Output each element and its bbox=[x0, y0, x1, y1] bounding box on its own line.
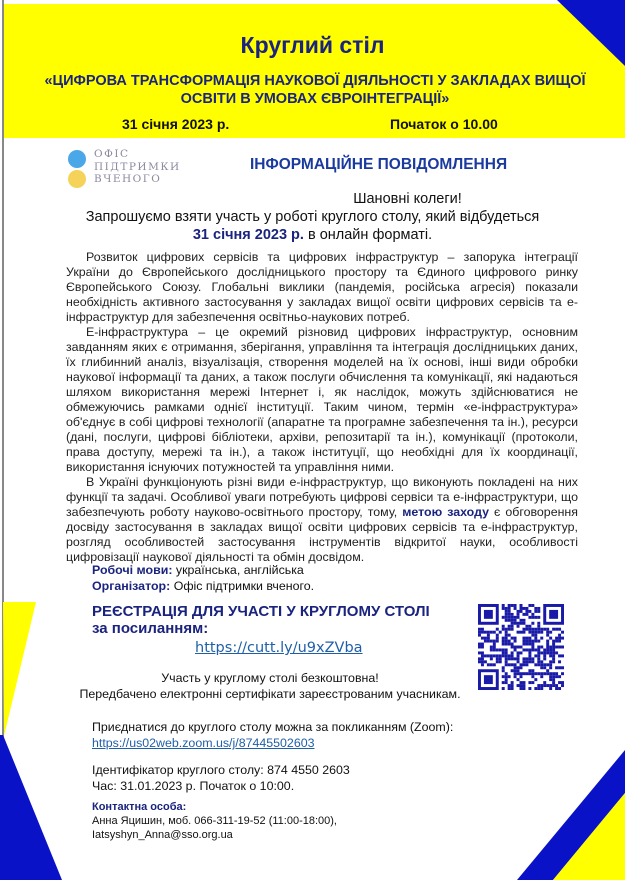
greeting-line-2: Запрошуємо взяти участь у роботі круглого столу, який відбудеться bbox=[85, 209, 540, 225]
logo-line-2: ПІДТРИМКИ bbox=[94, 160, 181, 173]
paragraph-1: Розвиток цифрових сервісів та цифрових інфраструктур – запорука інтеграції України до Європейського дослідницького простору та Єдиного цифрового ринку Європейського Союзу. Глобальні виклики (пандемія, російська агресія) показали необхідність активного застосування у закладах вищої освіти цифрових сервісів та е-інфраструктур для забезпечення освітньо-наукових потреб. bbox=[66, 250, 578, 324]
contact-phone: Анна Яцишин, моб. 066-311-19-52 (11:00-18:00), bbox=[92, 815, 337, 827]
zoom-text: Приєднатися до круглого столу можна за покликанням (Zoom): bbox=[92, 720, 454, 734]
event-meta bbox=[92, 563, 314, 594]
event-date: 31 січня 2023 р. bbox=[122, 116, 230, 132]
organizer bbox=[92, 579, 314, 595]
bottom-left-blue-triangle bbox=[0, 735, 62, 880]
p3-highlight: метою заходу bbox=[402, 505, 489, 519]
registration-line-1: РЕЄСТРАЦІЯ ДЛЯ УЧАСТІ У КРУГЛОМУ СТОЛІ bbox=[92, 603, 430, 620]
registration-heading bbox=[92, 603, 430, 637]
left-yellow-triangle bbox=[3, 602, 36, 736]
logo-text bbox=[94, 148, 181, 186]
info-heading: ІНФОРМАЦІЙНЕ ПОВІДОМЛЕННЯ bbox=[250, 156, 508, 173]
greeting-date: 31 січня 2023 р. bbox=[192, 227, 304, 243]
body-text bbox=[66, 250, 578, 565]
logo-line-3: ВЧЕНОГО bbox=[94, 173, 162, 185]
p3-end: є обговорення досвіду застосування в закладах вищої освіти цифрових сервісів та е-інфраструктур, розгляд особливостей застосування інструментів відкритої науки, особливості цифровізації наукової діяльності та обмін досвідом. bbox=[66, 505, 578, 564]
contact-info bbox=[92, 800, 337, 842]
p3-start: В Україні функціонують різні види е-інфраструктур, що виконують покладені на них функції та задачі. Особливої уваги потребують цифрові сервіси та е-інфраструктури, що забезпечують роботу науково-освітнього простору, тому, bbox=[66, 475, 578, 519]
free-line-1: Участь у круглому столі безкоштовна! bbox=[161, 671, 379, 685]
greeting-rest: в онлайн форматі. bbox=[303, 227, 433, 243]
logo-yellow-dot-icon bbox=[68, 170, 86, 188]
greeting-line-3 bbox=[0, 226, 625, 244]
subtitle-line-1: «ЦИФРОВА ТРАНСФОРМАЦІЯ НАУКОВОЇ ДІЯЛЬНОСТІ У ЗАКЛАДАХ ВИЩОЇ bbox=[44, 73, 586, 89]
event-start: Початок о 10.00 bbox=[390, 116, 498, 132]
subtitle-line-2: ОСВІТИ В УМОВАХ ЄВРОІНТЕГРАЦІЇ» bbox=[180, 91, 450, 107]
languages-label: Робочі мови: bbox=[92, 563, 173, 577]
event-subtitle bbox=[40, 72, 590, 108]
languages bbox=[92, 563, 314, 579]
logo-blue-dot-icon bbox=[68, 150, 86, 168]
page-title: Круглий стіл bbox=[240, 32, 385, 58]
registration-link[interactable]: https://cutt.ly/u9xZVba bbox=[195, 640, 363, 656]
paragraph-3 bbox=[66, 475, 578, 565]
meeting-id: Ідентифікатор круглого столу: 874 4550 2603 bbox=[92, 763, 350, 777]
participation-note bbox=[60, 670, 480, 702]
greeting bbox=[0, 190, 625, 244]
free-line-2: Передбачено електронні сертифікати зареєстрованим учасникам. bbox=[79, 687, 461, 701]
organizer-value: Офіс підтримки вченого. bbox=[170, 578, 315, 593]
logo-line-1: ОФІС bbox=[94, 148, 130, 160]
contact-email[interactable]: Iatsyshyn_Anna@sso.org.ua bbox=[92, 829, 233, 841]
greeting-line-1: Шановні колеги! bbox=[353, 191, 462, 207]
contact-label: Контактна особа: bbox=[92, 801, 187, 813]
zoom-link[interactable]: https://us02web.zoom.us/j/87445502603 bbox=[92, 736, 315, 750]
paragraph-2: Е-інфраструктура – це окремий різновид цифрових інфраструктур, основним завданням яких є отримання, зберігання, управління та інтеграція дослідницьких даних, їх глибинний аналіз, візуалізація, створення моделей на їх основі, інші види обробки наукової інформації та даних, а також послуги обчислення та комунікації, які надаються шляхом використання мережі Інтернет і, як наслідок, можуть здійснюватися не обмежуючись рамками однієї інституції. Таким чином, термін «е-інфраструктура» об'єднує в собі цифрові технології (апаратне та програмне забезпечення та ін.), ресурси (дані, послуги, цифрові бібліотеки, архіви, репозитарії та ін.), комунікації (протоколи, права доступу, мережі та ін.), а також інституції, що необхідні для їх координації, використання існуючих потужностей та управління ними. bbox=[66, 325, 578, 474]
organizer-label: Організатор: bbox=[92, 578, 171, 593]
registration-line-2: за посиланням: bbox=[92, 620, 209, 637]
zoom-info bbox=[92, 719, 453, 751]
languages-value: українська, англійська bbox=[172, 563, 304, 577]
meeting-ident bbox=[92, 763, 350, 794]
qr-code[interactable] bbox=[478, 604, 564, 690]
meeting-time: Час: 31.01.2023 р. Початок о 10:00. bbox=[92, 778, 295, 793]
